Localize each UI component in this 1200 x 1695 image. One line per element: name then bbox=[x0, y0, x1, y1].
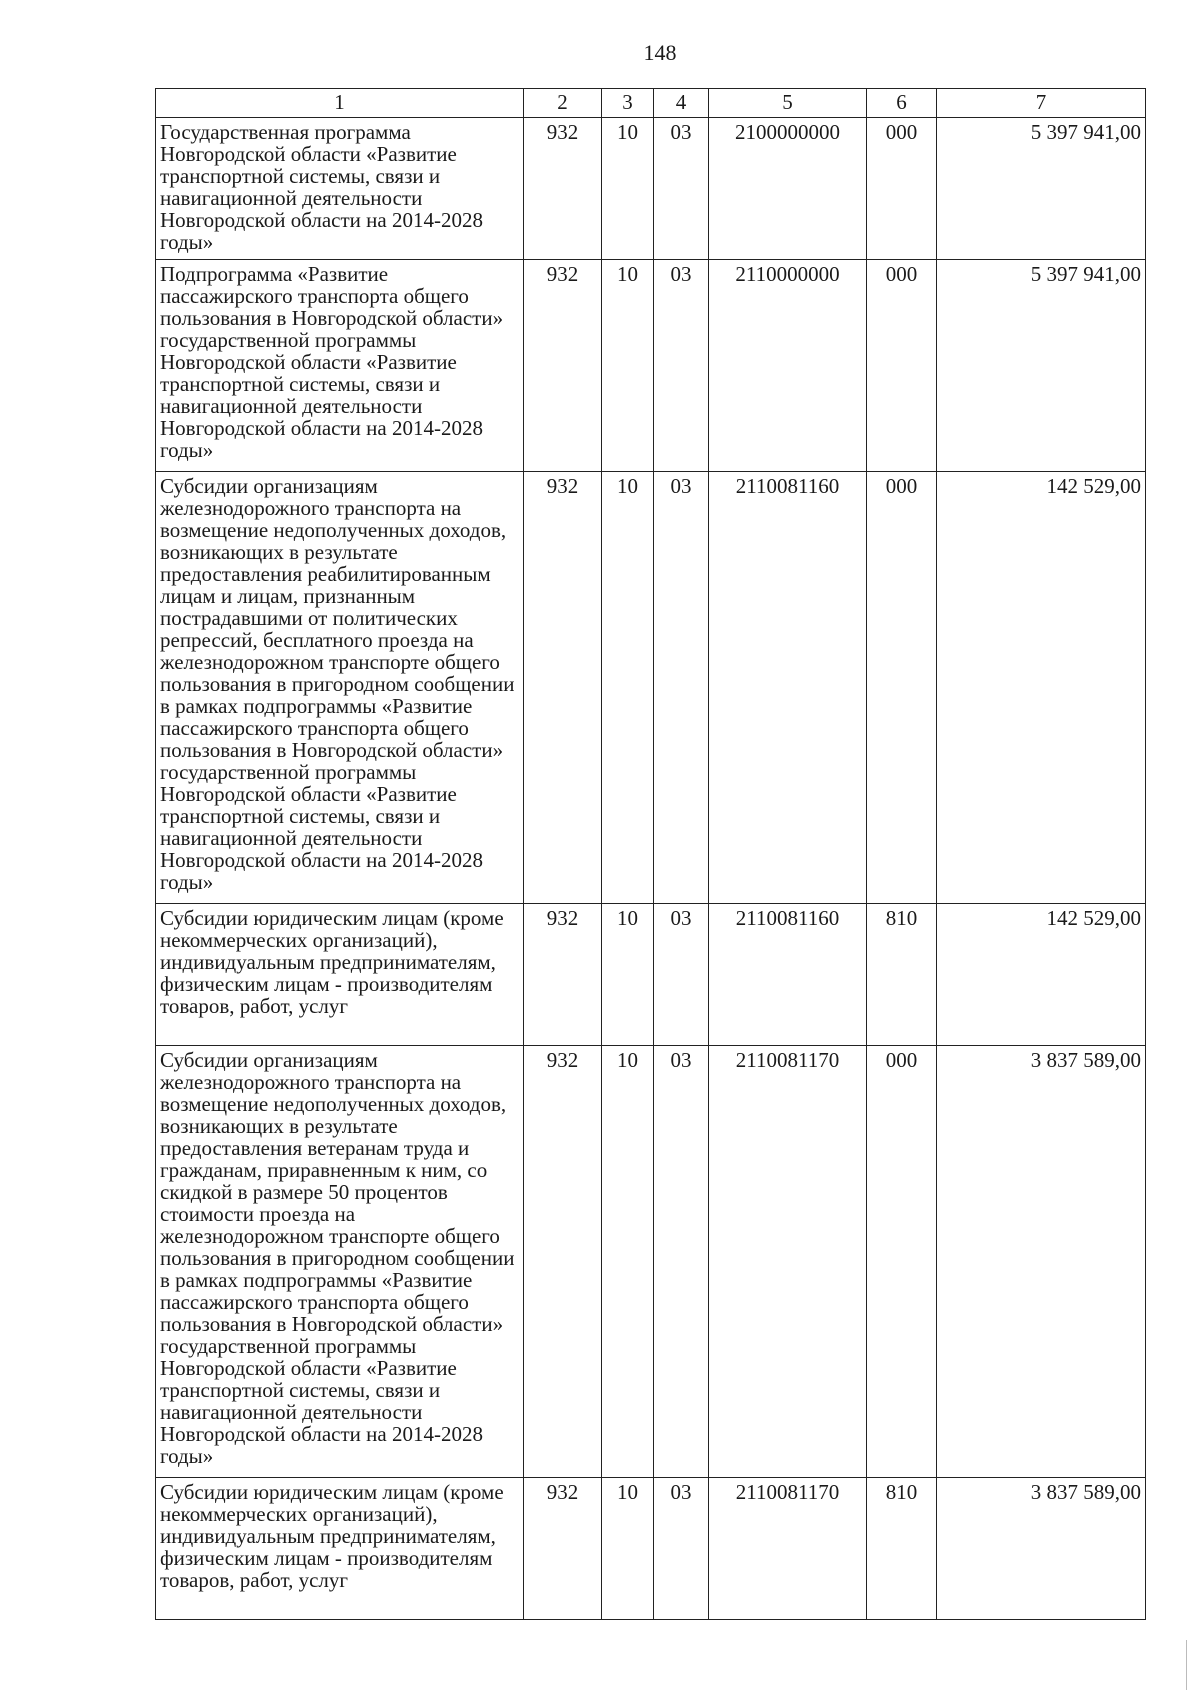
budget-table bbox=[155, 88, 1146, 1620]
row-amount: 3 837 589,00 bbox=[937, 1046, 1146, 1478]
row-description: Субсидии организациям железнодорожного транспорта на возмещение недополученных доходов, возникающих в результате предоставления реабилитированным лицам и лицам, признанным пострадавшими от политических репрессий, бесплатного проезда на железнодорожном транспорте общего пользования в пригородном сообщении в рамках подпрограммы «Развитие пассажирского транспорта общего пользования в Новгородской области» государственной программы Новгородской области «Развитие транспортной системы, связи и навигационной деятельности Новгородской области на 2014-2028 годы» bbox=[156, 472, 524, 904]
row-amount: 142 529,00 bbox=[937, 472, 1146, 904]
row-code-4: 03 bbox=[654, 260, 709, 472]
row-code-4: 03 bbox=[654, 472, 709, 904]
table-row bbox=[156, 472, 1146, 904]
row-code-5: 2110081170 bbox=[709, 1478, 867, 1620]
row-description: Субсидии юридическим лицам (кроме некоммерческих организаций), индивидуальным предпринимателям, физическим лицам - производителям товаров, работ, услуг bbox=[156, 904, 524, 1046]
row-code-2: 932 bbox=[524, 118, 602, 260]
row-code-6: 000 bbox=[867, 260, 937, 472]
row-description: Подпрограмма «Развитие пассажирского транспорта общего пользования в Новгородской области» государственной программы Новгородской области «Развитие транспортной системы, связи и навигационной деятельности Новгородской области на 2014-2028 годы» bbox=[156, 260, 524, 472]
row-code-5: 2110081170 bbox=[709, 1046, 867, 1478]
column-header-6: 6 bbox=[867, 89, 937, 118]
row-code-4: 03 bbox=[654, 118, 709, 260]
column-header-1: 1 bbox=[156, 89, 524, 118]
row-code-3: 10 bbox=[602, 118, 654, 260]
column-header-2: 2 bbox=[524, 89, 602, 118]
row-code-2: 932 bbox=[524, 260, 602, 472]
row-code-5: 2110000000 bbox=[709, 260, 867, 472]
row-code-6: 810 bbox=[867, 1478, 937, 1620]
row-code-3: 10 bbox=[602, 904, 654, 1046]
row-amount: 3 837 589,00 bbox=[937, 1478, 1146, 1620]
table-row bbox=[156, 1046, 1146, 1478]
column-header-4: 4 bbox=[654, 89, 709, 118]
row-code-5: 2110081160 bbox=[709, 904, 867, 1046]
row-code-6: 000 bbox=[867, 1046, 937, 1478]
row-description: Государственная программа Новгородской области «Развитие транспортной системы, связи и навигационной деятельности Новгородской области на 2014-2028 годы» bbox=[156, 118, 524, 260]
row-amount: 142 529,00 bbox=[937, 904, 1146, 1046]
row-description: Субсидии юридическим лицам (кроме некоммерческих организаций), индивидуальным предпринимателям, физическим лицам - производителям товаров, работ, услуг bbox=[156, 1478, 524, 1620]
column-header-5: 5 bbox=[709, 89, 867, 118]
row-code-5: 2100000000 bbox=[709, 118, 867, 260]
column-header-7: 7 bbox=[937, 89, 1146, 118]
row-code-6: 810 bbox=[867, 904, 937, 1046]
row-amount: 5 397 941,00 bbox=[937, 260, 1146, 472]
page-number: 148 bbox=[643, 40, 677, 65]
row-description: Субсидии организациям железнодорожного транспорта на возмещение недополученных доходов, возникающих в результате предоставления ветеранам труда и гражданам, приравненным к ним, со скидкой в размере 50 процентов стоимости проезда на железнодорожном транспорте общего пользования в пригородном сообщении в рамках подпрограммы «Развитие пассажирского транспорта общего пользования в Новгородской области» государственной программы Новгородской области «Развитие транспортной системы, связи и навигационной деятельности Новгородской области на 2014-2028 годы» bbox=[156, 1046, 524, 1478]
row-code-2: 932 bbox=[524, 904, 602, 1046]
row-code-6: 000 bbox=[867, 472, 937, 904]
row-code-3: 10 bbox=[602, 1046, 654, 1478]
table-row bbox=[156, 118, 1146, 260]
table-row bbox=[156, 260, 1146, 472]
row-code-4: 03 bbox=[654, 1046, 709, 1478]
table-row bbox=[156, 1478, 1146, 1620]
row-code-2: 932 bbox=[524, 1046, 602, 1478]
row-code-4: 03 bbox=[654, 904, 709, 1046]
row-code-3: 10 bbox=[602, 1478, 654, 1620]
row-code-2: 932 bbox=[524, 1478, 602, 1620]
header-row bbox=[156, 89, 1146, 118]
column-header-3: 3 bbox=[602, 89, 654, 118]
row-code-3: 10 bbox=[602, 472, 654, 904]
row-code-3: 10 bbox=[602, 260, 654, 472]
row-code-6: 000 bbox=[867, 118, 937, 260]
scan-margin-mark bbox=[1186, 1640, 1190, 1690]
row-code-5: 2110081160 bbox=[709, 472, 867, 904]
row-code-2: 932 bbox=[524, 472, 602, 904]
row-amount: 5 397 941,00 bbox=[937, 118, 1146, 260]
row-code-4: 03 bbox=[654, 1478, 709, 1620]
table-row bbox=[156, 904, 1146, 1046]
